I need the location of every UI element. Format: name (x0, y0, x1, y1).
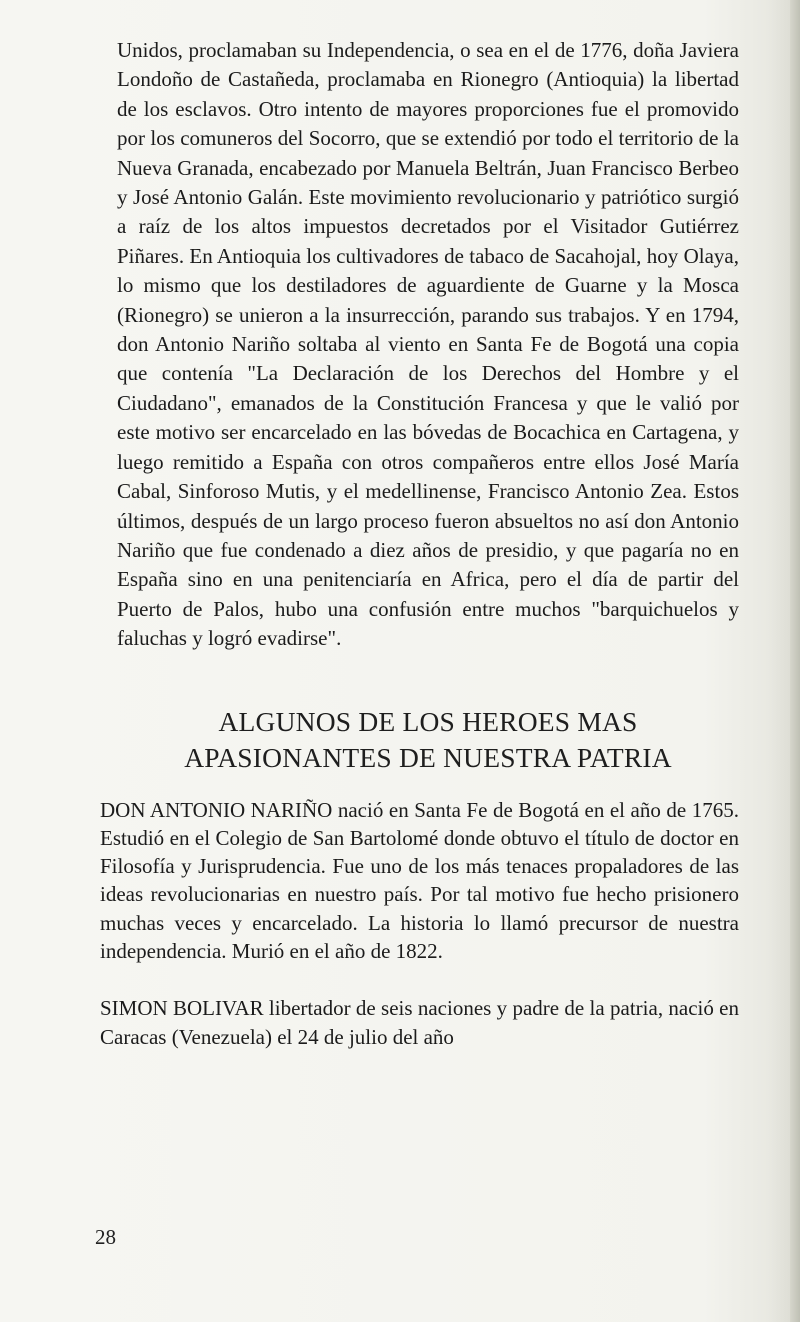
page-edge-shadow (790, 0, 800, 1322)
text-column (100, 36, 739, 1052)
intro-paragraph: Unidos, proclamaban su Independencia, o sea en el de 1776, doña Javiera Londoño de Castañeda, proclamaba en Rionegro (Antioquia) la libertad de los esclavos. Otro intento de mayores proporciones fue el promovido por los comuneros del Socorro, que se extendió por todo el territorio de la Nueva Granada, encabezado por Manuela Beltrán, Juan Francisco Berbeo y José Antonio Galán. Este movimiento revolucionario y patriótico surgió a raíz de los altos impuestos decretados por el Visitador Gutiérrez Piñares. En Antioquia los cultivadores de tabaco de Sacahojal, hoy Olaya, lo mismo que los destiladores de aguardiente de Guarne y la Mosca (Rionegro) se unieron a la insurrección, parando sus trabajos. Y en 1794, don Antonio Nariño soltaba al viento en Santa Fe de Bogotá una copia que contenía "La Declaración de los Derechos del Hombre y el Ciudadano", emanados de la Constitución Francesa y que le valió por este motivo ser encarcelado en las bóvedas de Bocachica en Cartagena, y luego remitido a España con otros compañeros entre ellos José María Cabal, Sinforoso Mutis, y el medellinense, Francisco Antonio Zea. Estos últimos, después de un largo proceso fueron absueltos no así don Antonio Nariño que fue condenado a diez años de presidio, y que pagaría no en España sino en una penitenciaría en Africa, pero el día de partir del Puerto de Palos, hubo una confusión entre muchos "barquichuelos y faluchas y logró evadirse". (117, 38, 739, 651)
page-number: 28 (95, 1225, 116, 1249)
section-heading-line-1: ALGUNOS DE LOS HEROES MAS (218, 705, 638, 737)
bolivar-paragraph: SIMON BOLIVAR libertador de seis naciones y padre de la patria, nació en Caracas (Venezuela) el 24 de julio del año (100, 996, 739, 1049)
narino-paragraph: DON ANTONIO NARIÑO nació en Santa Fe de Bogotá en el año de 1765. Estudió en el Colegio de San Bartolomé donde obtuvo el título de doctor en Filosofía y Jurisprudencia. Fue uno de los más tenaces propaladores de las ideas revolucionarias en nuestro país. Por tal motivo fue hecho prisionero muchas veces y encarcelado. La historia lo llamó precursor de nuestra independencia. Murió en el año de 1822. (100, 797, 739, 964)
section-heading-line-2: APASIONANTES DE NUESTRA PATRIA (184, 741, 672, 773)
section-heading (117, 704, 739, 776)
